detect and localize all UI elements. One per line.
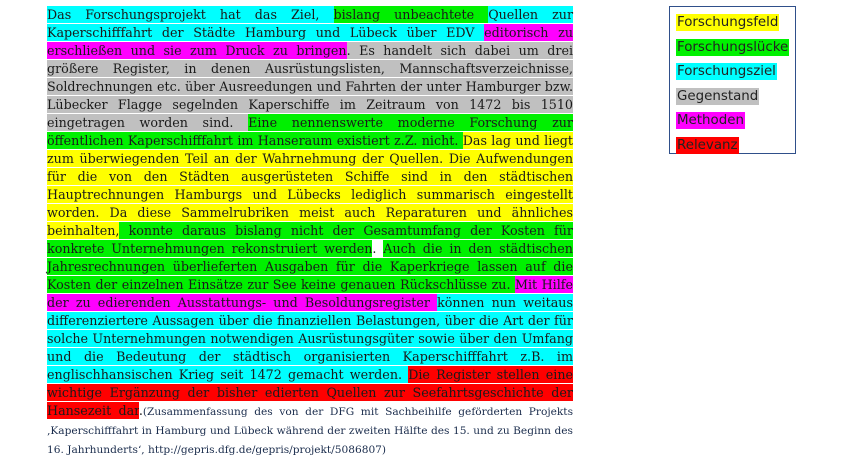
legend-item-methoden [676, 109, 795, 134]
legend-item-forschungsfeld [676, 11, 795, 36]
text-segment-forschungsluecke: bislang unbeachtete [333, 7, 489, 22]
text-segment-forschungsluecke: Eine nennenswerte moderne Forschung zur öffentlichen Kaperschifffahrt im Hanseraum existiert z.Z. nicht. [47, 115, 573, 148]
legend-label: Relevanz [677, 137, 738, 153]
color-legend [669, 6, 796, 154]
text-segment-forschungsluecke: konnte daraus bislang nicht der Gesamtumfang der Kosten für konkrete Unternehmungen rekonstruiert werden [47, 223, 573, 256]
legend-label: Methoden [677, 113, 744, 128]
text-segment-relevanz: Die Register stellen eine wichtige Ergänzung der bisher edierten Quellen zur Seefahrtsgeschichte der Hansezeit dar [47, 367, 573, 418]
legend-label: Forschungsziel [677, 64, 776, 79]
highlighted-text-document [47, 6, 573, 459]
legend-item-gegenstand [676, 85, 795, 110]
legend-label: Forschungsfeld [677, 15, 779, 30]
text-segment-methoden: editorisch zu erschließen und sie zum Druck zu bringen [47, 25, 573, 58]
legend-label: Gegenstand [677, 88, 759, 104]
text-segment-methoden: Mit Hilfe der zu edierenden Ausstattungs- und Besoldungsregister [47, 277, 573, 310]
legend-item-forschungsziel [676, 60, 795, 85]
text-segment-plain: . [138, 403, 143, 418]
text-segment-forschungsziel: Quellen zur Kaperschifffahrt der Städte Hamburg und Lübeck über EDV [47, 7, 574, 40]
text-segment-forschungsluecke: Auch die in den städtischen Jahresrechnungen überlieferten Ausgaben für die Kaperkriege lassen auf die Kosten der einzelnen Einsätze zur See keine genauen Rückschlüsse zu. [47, 241, 573, 292]
legend-item-forschungsluecke [676, 36, 795, 61]
text-segment-gegenstand: . Es handelt sich dabei um drei größere Register, in denen Ausrüstungslisten, Mannschaftsverzeichnisse, Soldrechnungen etc. über Ausreedungen und Fahrten der unter Hamburger bzw. Lübecker Flagge segelnden Kaperschiffe im Zeitraum von 1472 bis 1510 eingetragen worden sind. [47, 43, 574, 130]
text-segment-forschungsziel: können nun weitaus differenziertere Aussagen über die finanziellen Belastungen, über die Art der für solche Unternehmungen notwendigen Ausrüstungsgüter sowie über den Umfang und die Bedeutung der städtisch organisierten Kaperschifffahrt z.B. im englischhansischen Krieg seit 1472 gemacht werden. [47, 295, 573, 382]
text-segment-forschungsfeld: Das lag und liegt zum überwiegenden Teil an der Wahrnehmung der Quellen. Die Aufwendungen für die von den Städten ausgerüsteten Schiffe sind in den städtischen Hauptrechnungen Hamburgs und Lübecks lediglich summarisch eingestellt worden. Da diese Sammelrubriken meist auch Reparaturen und ähnliches beinhalten, [47, 133, 573, 238]
text-segment-plain: . [372, 241, 384, 256]
text-segment-forschungsziel: Das Forschungsprojekt hat das Ziel, [47, 7, 334, 22]
legend-item-relevanz [676, 134, 795, 159]
legend-label: Forschungslücke [677, 39, 789, 55]
source-citation: (Zusammenfassung des von der DFG mit Sachbeihilfe geförderten Projekts ‚Kaperschifffahrt in Hamburg und Lübeck während der zweiten Hälfte des 15. und zu Beginn des 16. Jahrhunderts‘, http://gepris.dfg.de/gepris/projekt/5086807) [47, 406, 574, 456]
